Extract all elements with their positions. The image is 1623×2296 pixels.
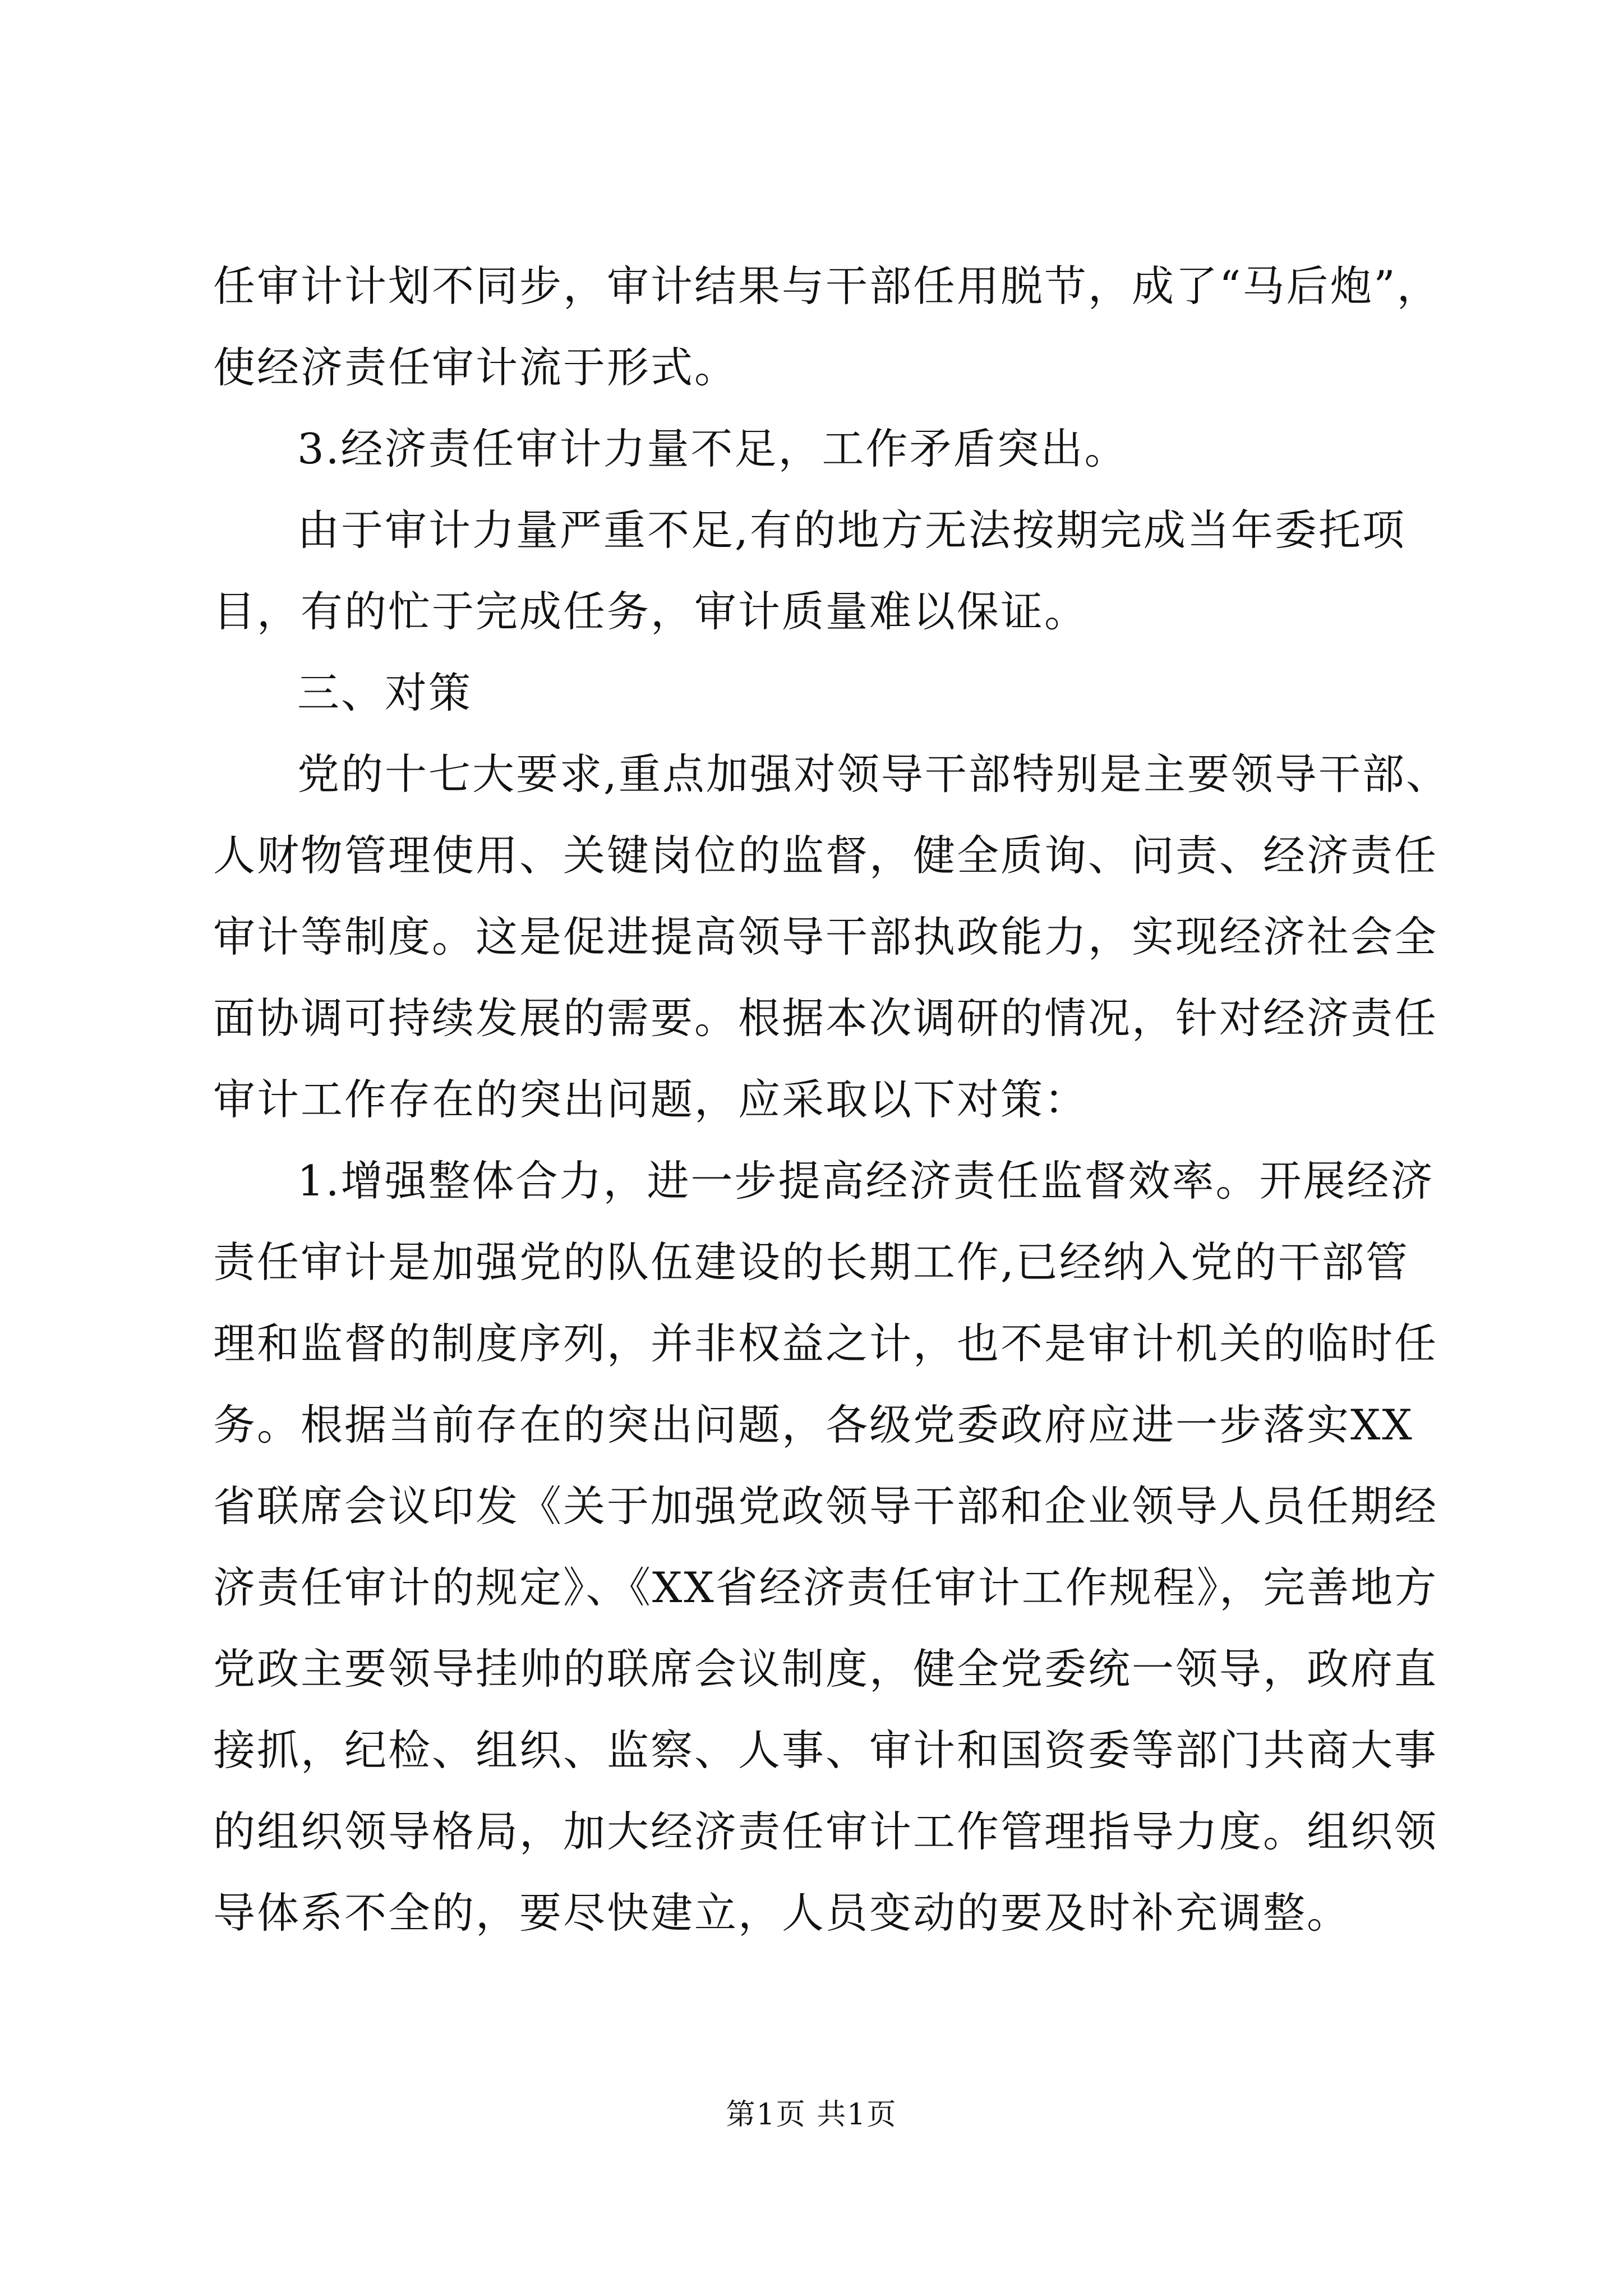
text-line: 济责任审计的规定》、《XX省经济责任审计工作规程》，完善地方 <box>213 1563 1438 1612</box>
text-line: 理和监督的制度序列，并非权益之计，也不是审计机关的临时任 <box>213 1319 1438 1368</box>
text-line: 1.增强整体合力，进一步提高经济责任监督效率。开展经济 <box>297 1156 1435 1205</box>
text-line: 的组织领导格局，加大经济责任审计工作管理指导力度。组织领 <box>213 1807 1438 1856</box>
text-line: 审计工作存在的突出问题，应采取以下对策： <box>213 1075 1089 1124</box>
text-line: 省联席会议印发《关于加强党政领导干部和企业领导人员任期经 <box>213 1481 1438 1531</box>
text-line: 务。根据当前存在的突出问题，各级党委政府应进一步落实XX <box>213 1400 1414 1450</box>
text-line: 接抓，纪检、组织、监察、人事、审计和国资委等部门共商大事 <box>213 1726 1438 1775</box>
text-line: 责任审计是加强党的队伍建设的长期工作,已经纳入党的干部管 <box>213 1237 1409 1287</box>
text-line: 使经济责任审计流于形式。 <box>213 343 739 392</box>
section-heading: 三、对策 <box>297 668 473 717</box>
text-line: 审计等制度。这是促进提高领导干部执政能力，实现经济社会全 <box>213 912 1438 961</box>
page-number: 第1页 共1页 <box>726 2098 897 2132</box>
text-line: 由于审计力量严重不足,有的地方无法按期完成当年委托项 <box>297 505 1406 555</box>
text-line: 党政主要领导挂帅的联席会议制度，健全党委统一领导，政府直 <box>213 1644 1438 1694</box>
text-line: 导体系不全的，要尽快建立，人员变动的要及时补充调整。 <box>213 1888 1351 1938</box>
text-line: 人财物管理使用、关键岗位的监督，健全质询、问责、经济责任 <box>213 831 1438 880</box>
text-line: 面协调可持续发展的需要。根据本次调研的情况，针对经济责任 <box>213 993 1438 1043</box>
text-line: 任审计计划不同步，审计结果与干部任用脱节，成了“马后炮”， <box>213 261 1441 311</box>
text-line: 目，有的忙于完成任务，审计质量难以保证。 <box>213 587 1089 636</box>
section-heading: 3.经济责任审计力量不足，工作矛盾突出。 <box>297 424 1128 473</box>
text-line: 党的十七大要求,重点加强对领导干部特别是主要领导干部、 <box>297 749 1450 799</box>
